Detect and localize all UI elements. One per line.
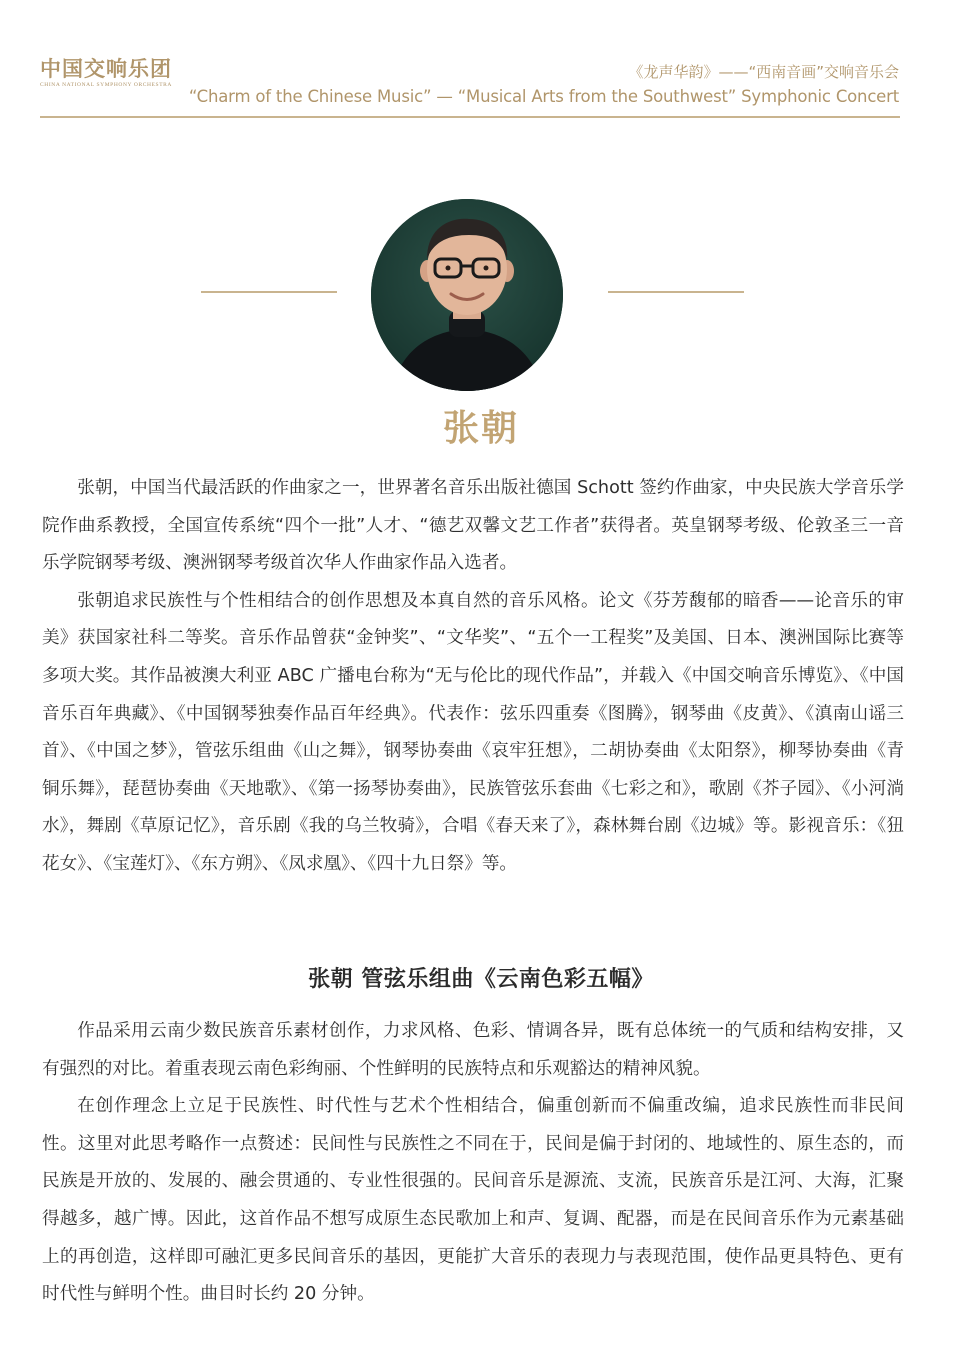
portrait-illustration [371, 199, 563, 391]
composer-name: 张朝 [442, 408, 519, 449]
work-paragraph: 在创作理念上立足于民族性、时代性与艺术个性相结合，偏重创新而不偏重改编，追求民族性而非民间性。这里对此思考略作一点赘述：民间性与民族性之不同在于，民间是偏于封闭的、地域性的、原生态的，而民族是开放的、发展的、融会贯通的、专业性很强的。民间音乐是源流、支流，民族音乐是江河、大海，汇聚得越多，越广博。因此，这首作品不想写成原生态民歌加上和声、复调、配器，而是在民间音乐作为元素基础上的再创造，这样即可融汇更多民间音乐的基因，更能扩大音乐的表现力与表现范围，使作品更具特色、更有时代性与鲜明个性。曲目时长约 20 分钟。 [42, 1096, 904, 1305]
work-description [42, 1013, 904, 1314]
concert-title-block [189, 62, 899, 109]
orchestra-logo [40, 58, 172, 88]
work-title: 张朝 管弦乐组曲《云南色彩五幅》 [308, 967, 654, 992]
decorative-line-left [201, 291, 337, 293]
composer-biography [42, 470, 904, 884]
logo-chinese-text: 中国交响乐团 [40, 56, 172, 81]
bio-paragraph: 张朝追求民族性与个性相结合的创作思想及本真自然的音乐风格。论文《芬芳馥郁的暗香——论音乐的审美》获国家社科二等奖。音乐作品曾获“金钟奖”、“文华奖”、“五个一工程奖”及美国、日本、澳洲国际比赛等多项大奖。其作品被澳大利亚 ABC 广播电台称为“无与伦比的现代作品”，并载入《中国交响音乐博览》、《中国音乐百年典藏》、《中国钢琴独奏作品百年经典》。代表作：弦乐四重奏《图腾》，钢琴曲《皮黄》、《滇南山谣三首》、《中国之梦》，管弦乐组曲《山之舞》，钢琴协奏曲《哀牢狂想》，二胡协奏曲《太阳祭》，柳琴协奏曲《青铜乐舞》，琵琶协奏曲《天地歌》、《第一扬琴协奏曲》，民族管弦乐套曲《七彩之和》，歌剧《芥子园》、《小河淌水》，舞剧《草原记忆》，音乐剧《我的乌兰牧骑》，合唱《春天来了》，森林舞台剧《边城》等。影视音乐：《狃花女》、《宝莲灯》、《东方朔》、《凤求凰》、《四十九日祭》等。 [42, 590, 904, 874]
concert-title-english: “Charm of the Chinese Music” — “Musical Arts from the Southwest” Symphonic Concert [188, 87, 899, 106]
page-header [0, 0, 962, 120]
work-paragraph: 作品采用云南少数民族音乐素材创作，力求风格、色彩、情调各异，既有总体统一的气质和结构安排，又有强烈的对比。着重表现云南色彩绚丽、个性鲜明的民族特点和乐观豁达的精神风貌。 [42, 1021, 904, 1079]
logo-english-text: CHINA NATIONAL SYMPHONY ORCHESTRA [40, 82, 172, 88]
composer-portrait [371, 199, 563, 391]
decorative-line-right [608, 291, 744, 293]
header-divider [40, 116, 900, 118]
concert-title-chinese: 《龙声华韵》——“西南音画”交响音乐会 [628, 63, 899, 81]
bio-paragraph: 张朝，中国当代最活跃的作曲家之一，世界著名音乐出版社德国 Schott 签约作曲家，中央民族大学音乐学院作曲系教授，全国宣传系统“四个一批”人才、“德艺双馨文艺工作者”获得者。英皇钢琴考级、伦敦圣三一音乐学院钢琴考级、澳洲钢琴考级首次华人作曲家作品入选者。 [42, 478, 904, 574]
